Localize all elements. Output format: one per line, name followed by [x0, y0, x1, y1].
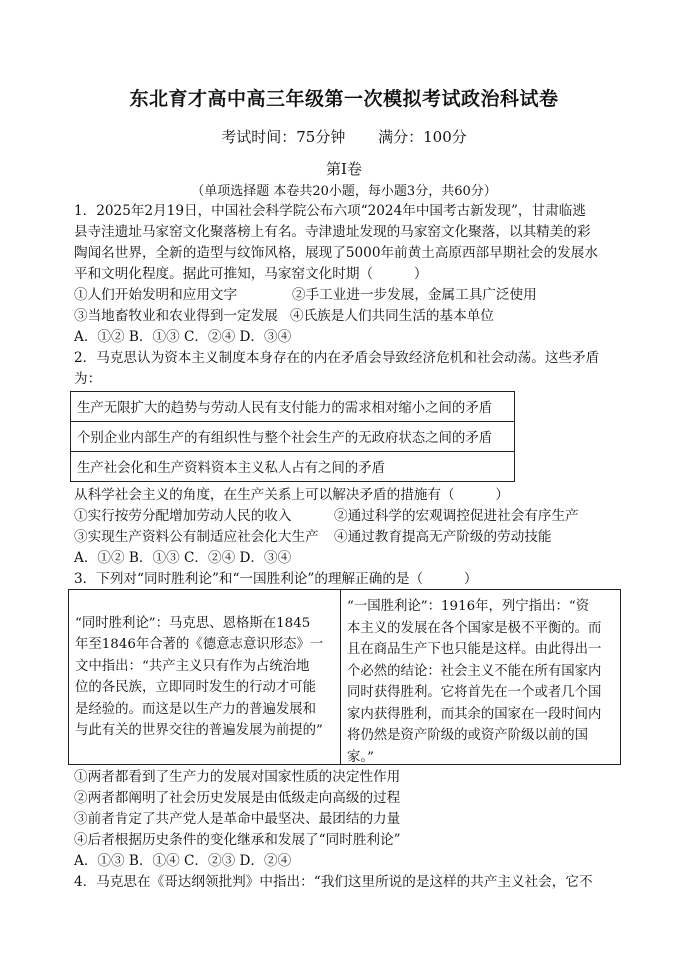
q3-left-line: 文中指出：“共产主义只有作为占统治地 [75, 658, 310, 674]
q3-answers: A．①③ B．①④ C．②③ D．②④ [74, 853, 292, 869]
q1-option-4: ④氏族是人们共同生活的基本单位 [290, 308, 494, 324]
q2-option-1: ①实行按劳分配增加劳动人民的收入 [74, 508, 292, 524]
q2-option-2: ②通过科学的宏观调控促进社会有序生产 [334, 508, 579, 524]
section-instructions: （单项选择题 本卷共20小题，每小题3分，共60分） [191, 184, 497, 199]
exam-score: 满分：100分 [378, 128, 467, 146]
q3-left-line: 年至1846年合著的《德意志意识形态》一 [75, 637, 324, 652]
q3-right-line: 同时获得胜利。它将首先在一个或者几个国 [347, 685, 602, 700]
q3-right-line: “一国胜利论”：1916年，列宁指出：“资 [347, 599, 590, 614]
exam-title: 东北育才高中高三年级第一次模拟考试政治科试卷 [129, 88, 559, 110]
q3-left-cell [69, 590, 341, 764]
q1-options-row-1 [74, 285, 619, 306]
q4-stem: 4．马克思在《哥达纲领批判》中指出：“我们这里所说的是这样的共产主义社会，它不 [74, 874, 593, 890]
q2-answers: A．①② B．①③ C．②④ D．③④ [74, 550, 292, 566]
q1-line-2: 县寺洼遗址马家窑文化聚落榜上有名。寺津遗址发现的马家窑文化聚落，以其精美的彩 [74, 224, 591, 240]
q3-option-1: ①两者都看到了生产力的发展对国家性质的决定性作用 [74, 769, 401, 785]
q1-option-3: ③当地畜牧业和农业得到一定发展 [74, 308, 278, 324]
q2-option-3: ③实现生产资料公有制适应社会化大生产 [74, 529, 319, 545]
q1-option-1: ①人们开始发明和应用文字 [74, 287, 238, 303]
q2-contradictions-table [70, 391, 515, 482]
table-row [71, 392, 515, 422]
exam-time: 考试时间：75分钟 [221, 128, 346, 146]
q1-option-2: ②手工业进一步发展，金属工具广泛使用 [292, 287, 537, 303]
q2-line-2: 为： [74, 371, 102, 387]
table-cell: 生产无限扩大的趋势与劳动人民有支付能力的需求相对缩小之间的矛盾 [71, 392, 515, 422]
exam-meta [0, 126, 688, 147]
q2-options-row-1 [74, 506, 619, 527]
q1-answers: A．①② B．①③ C．②④ D．③④ [74, 329, 292, 345]
part-heading: 第Ⅰ卷 [326, 160, 362, 178]
q3-right-line: 家。” [347, 749, 374, 765]
q3-right-line: 家内获得胜利，而其余的国家在一段时间内 [347, 706, 602, 722]
q3-comparison-box [68, 589, 621, 765]
q3-right-line: 个必然的结论：社会主义不能在所有国家内 [347, 663, 602, 679]
table-cell: 生产社会化和生产资料资本主义私人占有之间的矛盾 [71, 452, 515, 482]
q1-options-row-2 [74, 306, 619, 327]
q3-left-line: 位的各民族，立即同时发生的行动才可能 [75, 680, 317, 695]
q3-right-line: 且在商品生产下也只能是这样。由此得出一 [347, 642, 602, 657]
table-cell: 个别企业内部生产的有组织性与整个社会生产的无政府状态之间的矛盾 [71, 422, 515, 452]
q3-option-2: ②两者都阐明了社会历史发展是由低级走向高级的过程 [74, 790, 401, 806]
table-row [71, 422, 515, 452]
q1-line-4: 平和文明化程度。据此可推知，马家窑文化时期（ ） [74, 266, 428, 282]
q3-option-4: ④后者根据历史条件的变化继承和发展了“同时胜利论” [74, 832, 401, 848]
q3-left-line: “同时胜利论”：马克思、恩格斯在1845 [75, 615, 311, 631]
q3-right-line: 将仍然是资产阶级的或资产阶级以前的国 [347, 728, 589, 743]
q2-line-1: 2．马克思认为资本主义制度本身存在的内在矛盾会导致经济危机和社会动荡。这些矛盾 [74, 350, 600, 366]
q3-option-3: ③前者肯定了共产党人是革命中最坚决、最团结的力量 [74, 811, 401, 827]
q2-after: 从科学社会主义的角度，在生产关系上可以解决矛盾的措施有（ ） [74, 487, 509, 503]
q2-options-row-2 [74, 527, 619, 548]
q1-line-1: 1．2025年2月19日，中国社会科学院公布六项“2024年中国考古新发现”，甘肃临逃 [74, 203, 586, 219]
q3-stem: 3．下列对“同时胜利论”和“一国胜利论”的理解正确的是（ ） [74, 571, 478, 587]
q2-option-4: ④通过教育提高无产阶级的劳动技能 [334, 529, 552, 545]
q3-left-line: 是经验的。而这是以生产力的普遍发展和 [75, 701, 317, 717]
table-row [71, 452, 515, 482]
q1-line-3: 陶闻名世界，全新的造型与纹饰风格，展现了5000年前黄土高原西部早期社会的发展水 [74, 245, 598, 261]
q3-right-line: 本主义的发展在各个国家是极不平衡的。而 [347, 620, 602, 636]
q3-left-line: 与此有关的世界交往的普遍发展为前提的” [75, 723, 323, 738]
q3-right-cell [341, 590, 620, 764]
